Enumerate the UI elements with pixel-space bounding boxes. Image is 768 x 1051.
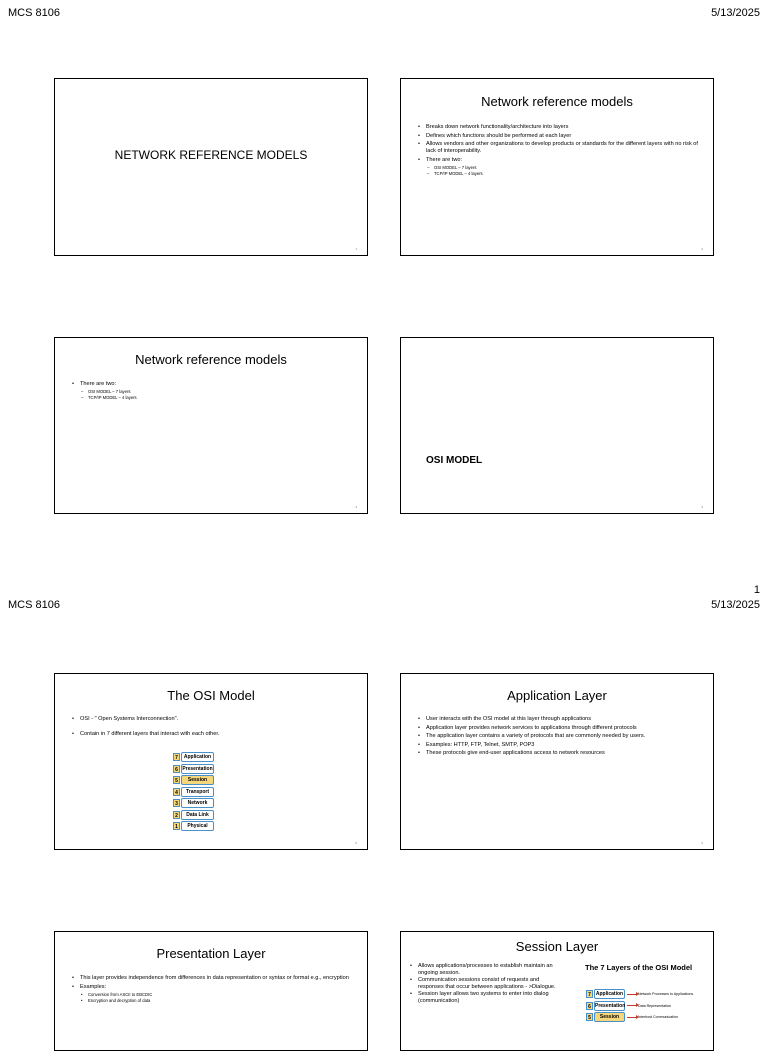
slide-title: Network reference models [135,352,287,367]
slide-4[interactable] [400,337,714,514]
bullet-item: • Allows applications/processes to establish maintain an ongoing session. [409,963,559,977]
sub-bullet-item: – TCP/IP MODEL – 4 layers [80,395,355,401]
bullet-item: • Defines which functions should be performed at each layer [417,133,701,140]
figure-title: The 7 Layers of the OSI Model [585,963,693,972]
osi-layer-figure [586,989,693,1024]
bullet-item: • These protocols give end-user applications access to network resources [417,750,701,757]
sub-bullet-item: • Encryption and decryption of data [80,998,355,1004]
osi-layer: 5 Session Interhost Communication [586,1012,693,1022]
slide-title: Presentation Layer [156,946,266,961]
bullet-list [409,963,559,1005]
slide-5[interactable] [54,673,368,850]
bullet-item: • Examples: • Conversion from ASCII to EBCDIC • Encryption and decryption of data [71,984,355,1004]
slide-6[interactable] [400,673,714,850]
bullet-item: • Examples: HTTP, FTP, Telnet, SMTP, POP3 [417,742,701,749]
osi-layer: 7 Application [173,752,214,762]
sub-bullet-item: – TCP/IP MODEL – 4 layers [426,171,701,177]
bullet-item: • This layer provides independence from differences in data representation or syntax or format e.g., encryption [71,975,355,982]
bullet-item: • Communication sessions consist of requests and responses that occur between applications - >Dialogue. [409,977,559,991]
bullet-item: • Breaks down network functionality/architecture into layers [417,124,701,131]
sub-bullet-item: • Conversion from ASCII to EBCDIC [80,992,355,998]
bullet-list [417,716,701,759]
bullet-list [417,124,701,178]
slide-number: 4 [701,505,703,509]
bullet-item: • Allows vendors and other organizations to develop products or standards for the different layers with no risk of lack of interoperability. [417,141,701,155]
slide-number: 2 [701,247,703,251]
page-course-label: MCS 8106 [8,7,60,19]
osi-layer: 4 Transport [173,787,214,797]
arrow-icon [627,1005,637,1006]
bullet-item: • There are two: – OSI MODEL – 7 layers – TCP/IP MODEL – 4 layers [417,157,701,177]
bullet-item: • User interacts with the OSI model at this layer through applications [417,716,701,723]
slide-title: OSI MODEL [426,455,483,466]
slide-title: Session Layer [515,939,599,954]
osi-layer: 7 Application Network Processes to Applications [586,989,693,999]
slide-2[interactable] [400,78,714,256]
sub-bullet-item: – OSI MODEL – 7 layers [426,165,701,171]
arrow-icon [627,1017,637,1018]
page-course-label: MCS 8106 [8,599,60,611]
slide-title: Application Layer [507,688,607,703]
arrow-icon [627,994,637,995]
bullet-item: • The application layer contains a variety of protocols that are commonly needed by users. [417,733,701,740]
slide-3[interactable] [54,337,368,514]
osi-layer: 6 Presentation [173,764,214,774]
osi-layer: 2 Data Link [173,810,214,820]
page-date: 5/13/2025 [711,7,760,19]
bullet-list [71,381,355,403]
slide-title: Network reference models [481,94,633,109]
osi-layer-stack [173,752,214,833]
page-number: 1 [753,584,760,596]
slide-7[interactable] [54,931,368,1051]
bullet-item: • There are two: – OSI MODEL – 7 layers – TCP/IP MODEL – 4 layers [71,381,355,401]
osi-layer: 1 Physical [173,821,214,831]
slide-title: The OSI Model [167,688,255,703]
bullet-item: • Application layer provides network services to applications through different protocols [417,725,701,732]
slide-title: NETWORK REFERENCE MODELS [114,148,308,162]
slide-number: 3 [355,505,357,509]
slide-number: 5 [355,841,357,845]
bullet-list [71,716,355,740]
bullet-list [71,975,355,1005]
slide-1[interactable] [54,78,368,256]
slide-8[interactable] [400,931,714,1051]
osi-layer: 5 Session [173,775,214,785]
slide-number: 6 [701,841,703,845]
bullet-item: • Contain in 7 different layers that interact with each other. [71,731,355,738]
sub-bullet-item: – OSI MODEL – 7 layers [80,389,355,395]
bullet-item: • OSI - " Open Systems Interconnection". [71,716,355,723]
osi-layer: 3 Network [173,798,214,808]
osi-layer: 6 Presentation Data Representation [586,1001,693,1011]
page-date: 5/13/2025 [711,599,760,611]
bullet-item: • Session layer allows two systems to enter into dialog (communication) [409,991,559,1005]
slide-number: 1 [355,247,357,251]
